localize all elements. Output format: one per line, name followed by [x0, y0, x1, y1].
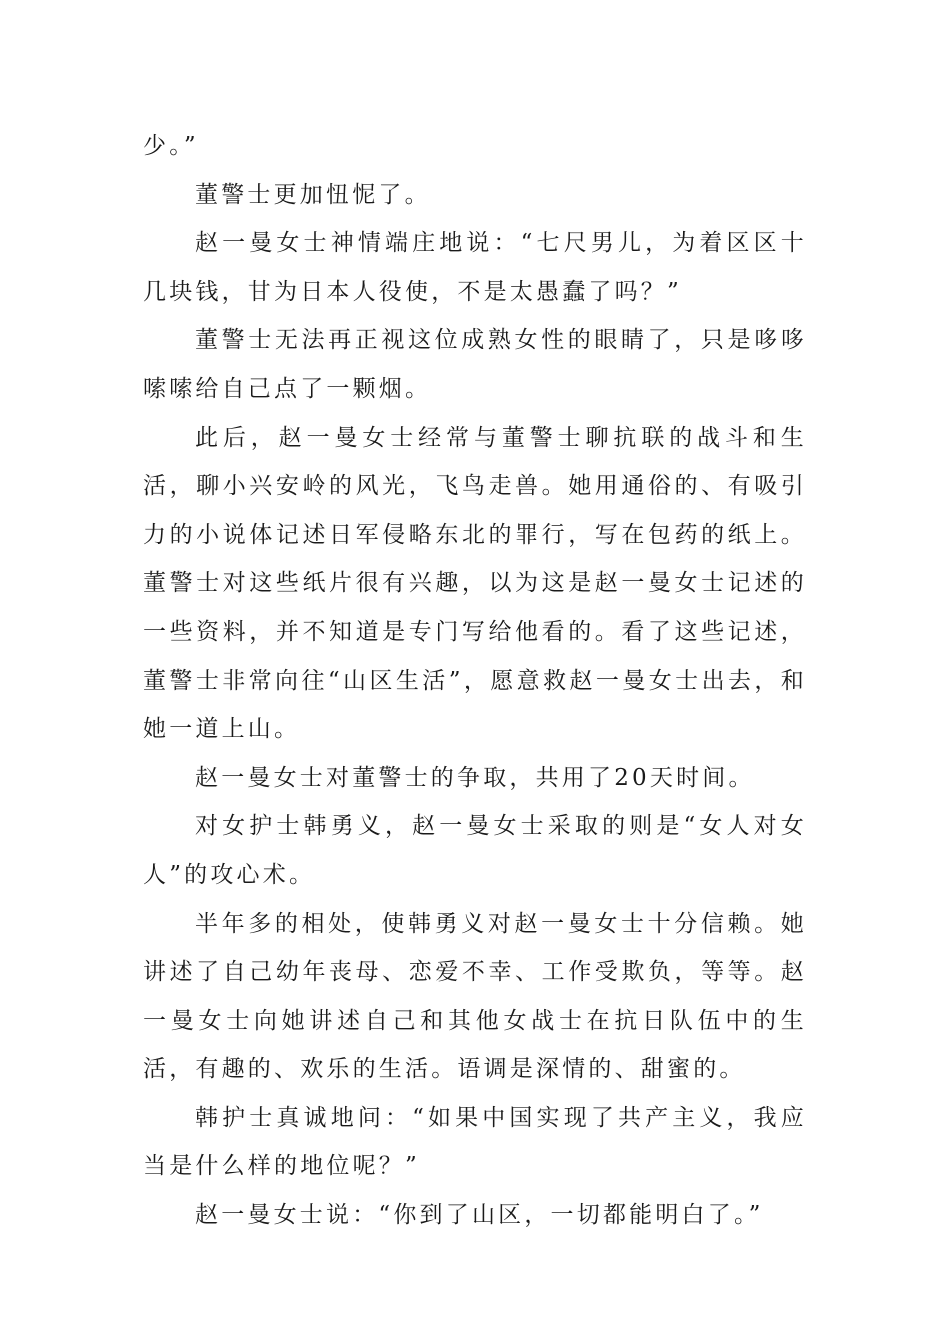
- paragraph-10: 赵一曼女士说：“你到了山区，一切都能明白了。”: [195, 1202, 764, 1229]
- paragraph-9: 韩护士真诚地问：“如果中国实现了共产主义，我应当是什么样的地位呢？”: [143, 1104, 807, 1180]
- body-text: [143, 122, 807, 1240]
- paragraph-2: 董警士更加忸怩了。: [195, 181, 431, 208]
- paragraph-8: 半年多的相处，使韩勇义对赵一曼女士十分信赖。她讲述了自己幼年丧母、恋爱不幸、工作受欺负，等等。赵一曼女士向她讲述自己和其他女战士在抗日队伍中的生活，有趣的、欢乐的生活。语调是深情的、甜蜜的。: [143, 910, 807, 1083]
- paragraph-3: 赵一曼女士神情端庄地说：“七尺男儿，为着区区十几块钱，甘为日本人役使，不是太愚蠢了吗？”: [143, 230, 807, 305]
- paragraph-7: 对女护士韩勇义，赵一曼女士采取的则是“女人对女人”的攻心术。: [143, 813, 807, 888]
- paragraph-6: 赵一曼女士对董警士的争取，共用了20天时间。: [195, 764, 755, 791]
- paragraph-4: 董警士无法再正视这位成熟女性的眼睛了，只是哆哆嗦嗦给自己点了一颗烟。: [143, 327, 807, 402]
- paragraph-5: 此后，赵一曼女士经常与董警士聊抗联的战斗和生活，聊小兴安岭的风光，飞鸟走兽。她用通俗的、有吸引力的小说体记述日军侵略东北的罪行，写在包药的纸上。董警士对这些纸片很有兴趣，以为这是赵一曼女士记述的一些资料，并不知道是专门写给他看的。看了这些记述，董警士非常向往“山区生活”，愿意救赵一曼女士出去，和她一道上山。: [143, 424, 807, 743]
- paragraph-1: 少。”: [143, 133, 199, 159]
